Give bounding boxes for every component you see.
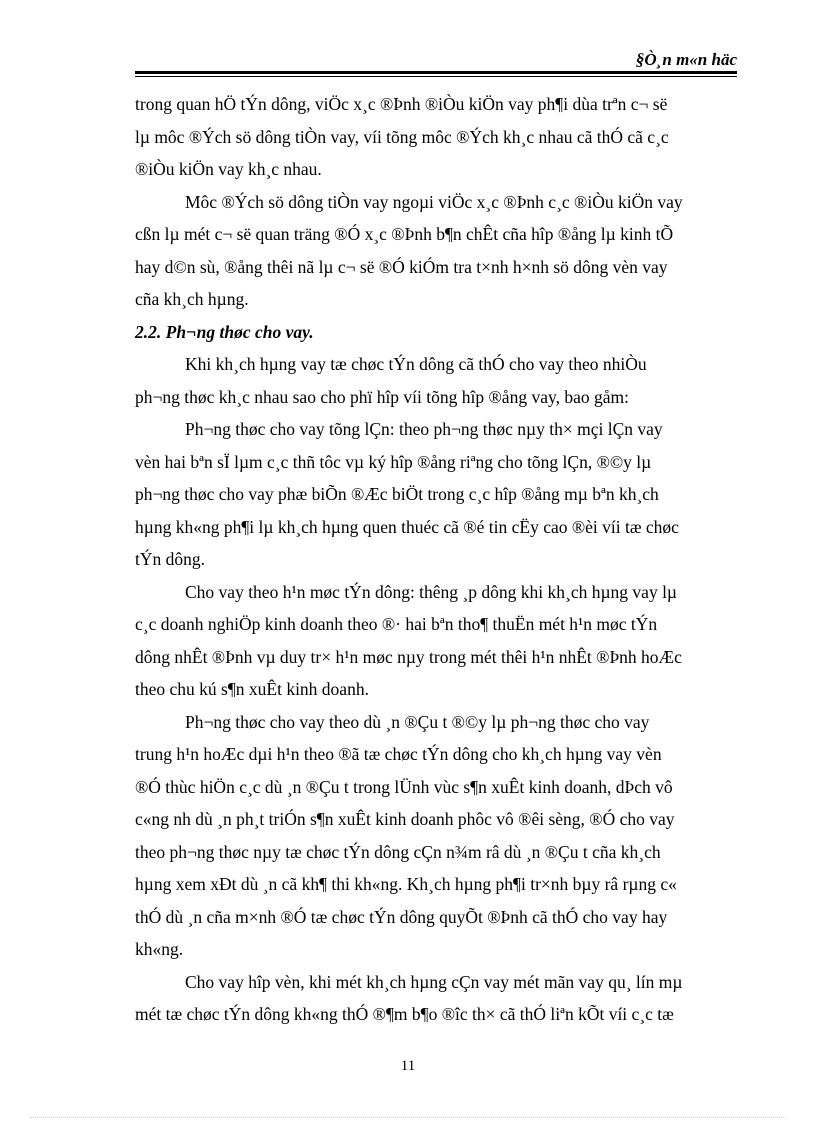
paragraph-first-line: Cho vay theo h¹n møc tÝn dông: thêng ¸p dông khi kh¸ch hµng vay lµ (185, 581, 678, 602)
paragraph-first-line: Môc ®Ých sö dông tiÒn vay ngoµi viÖc x¸c ®Þnh c¸c ®iÒu kiÖn vay (185, 191, 683, 212)
text-line: kh«ng. (135, 939, 184, 959)
text-line: hµng kh«ng ph¶i lµ kh¸ch hµng quen thuéc cã ®é tin cËy cao ®èi víi tæ chøc (135, 516, 679, 537)
body-text (135, 88, 737, 1031)
text-line: theo chu kú s¶n xuÊt kinh doanh. (135, 679, 369, 699)
header-title: §Ò¸n m«n häc (635, 50, 737, 69)
text-line: ®iÒu kiÖn vay kh¸c nhau. (135, 159, 322, 179)
text-line: theo ph¬ng thøc nµy tæ chøc tÝn dông cÇn n¾m râ dù ¸n ®Çu t cña kh¸ch (135, 841, 661, 862)
paragraph-first-line: Ph¬ng thøc cho vay tõng lÇn: theo ph¬ng thøc nµy th× mçi lÇn vay (185, 419, 663, 439)
text-line: ph¬ng thøc cho vay phæ biÕn ®Æc biÖt trong c¸c hîp ®ång mµ bªn kh¸ch (135, 484, 659, 504)
section-heading: 2.2. Ph¬ng thøc cho vay. (135, 321, 314, 342)
text-line: thÓ dù ¸n cña m×nh ®Ó tæ chøc tÝn dông quyÕt ®Þnh cã thÓ cho vay hay (135, 906, 668, 927)
page-bottom-border (30, 1117, 786, 1118)
paragraph-first-line: Khi kh¸ch hµng vay tæ chøc tÝn dông cã thÓ cho vay theo nhiÒu (185, 354, 647, 374)
text-line: trung h¹n hoÆc dµi h¹n theo ®ã tæ chøc tÝn dông cho kh¸ch hµng vay vèn (135, 744, 662, 764)
text-line: mét tæ chøc tÝn dông kh«ng thÓ ®¶m b¶o ®îc th× cã thÓ liªn kÕt víi c¸c tæ (135, 1004, 674, 1024)
text-line: dông nhÊt ®Þnh vµ duy tr× h¹n møc nµy trong mét thêi h¹n nhÊt ®Þnh hoÆc (135, 646, 682, 667)
text-line: vèn hai bªn sÏ lµm c¸c thñ tôc vµ ký hîp ®ång riªng cho tõng lÇn, ®©y lµ (135, 451, 652, 472)
paragraph-first-line: Ph¬ng thøc cho vay theo dù ¸n ®Çu t ®©y lµ ph¬ng thøc cho vay (185, 711, 650, 732)
text-line: trong quan hÖ tÝn dông, viÖc x¸c ®Þnh ®iÒu kiÖn vay ph¶i dùa trªn c¬ së (135, 94, 668, 114)
text-line: lµ môc ®Ých sö dông tiÒn vay, víi tõng môc ®Ých kh¸c nhau cã thÓ cã c¸c (135, 126, 669, 147)
page-header (135, 49, 737, 71)
header-rule-thin (135, 76, 737, 77)
text-line: hay d©n sù, ®ång thêi nã lµ c¬ së ®Ó kiÓm tra t×nh h×nh sö dông vèn vay (135, 256, 668, 277)
text-line: hµng xem xÐt dù ¸n cã kh¶ thi kh«ng. Kh¸ch hµng ph¶i tr×nh bµy râ rµng c« (135, 874, 677, 894)
paragraph-first-line: Cho vay hîp vèn, khi mét kh¸ch hµng cÇn vay mét mãn vay qu¸ lín mµ (185, 971, 683, 992)
text-line: ph¬ng thøc kh¸c nhau sao cho phï hîp víi tõng hîp ®ång vay, bao gåm: (135, 386, 629, 407)
text-line: cña kh¸ch hµng. (135, 289, 249, 309)
header-rule-thick (135, 71, 737, 74)
text-line: tÝn dông. (135, 549, 205, 569)
text-line: cßn lµ mét c¬ së quan träng ®Ó x¸c ®Þnh b¶n chÊt cña hîp ®ång lµ kinh tÕ (135, 224, 674, 244)
text-line: c«ng nh dù ¸n ph¸t triÓn s¶n xuÊt kinh doanh phôc vô ®êi sèng, ®Ó cho vay (135, 809, 675, 829)
text-line: ®Ó thùc hiÖn c¸c dù ¸n ®Çu t trong lÜnh vùc s¶n xuÊt kinh doanh, dÞch vô (135, 776, 673, 797)
page-number: 11 (400, 1058, 416, 1074)
text-line: c¸c doanh nghiÖp kinh doanh theo ®· hai bªn tho¶ thuËn mét h¹n møc tÝn (135, 614, 658, 634)
